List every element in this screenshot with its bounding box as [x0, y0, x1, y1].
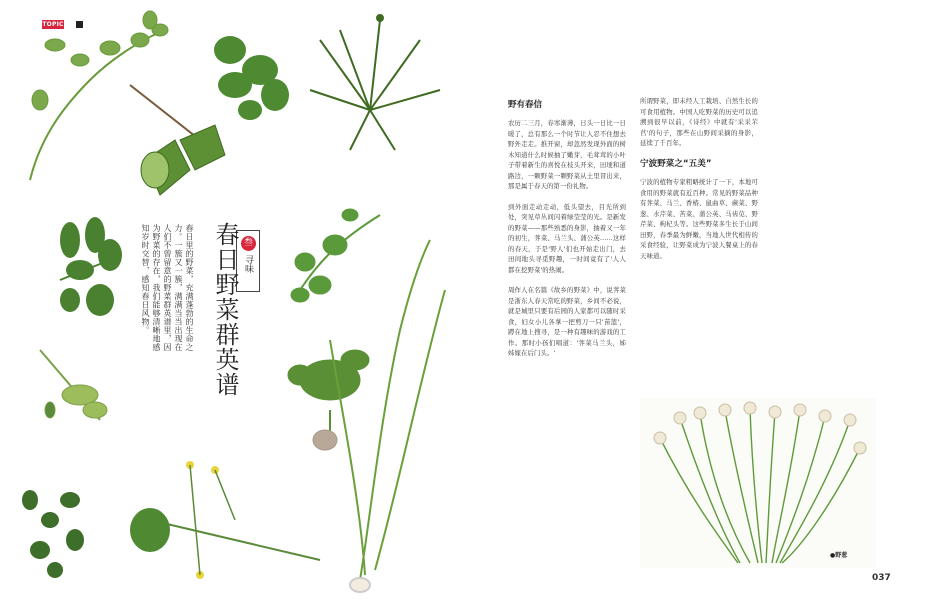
plant-illustration-9: [330, 240, 445, 592]
plant-illustration-10: [22, 490, 84, 578]
article-column-1: [508, 118, 626, 369]
plant-illustration-11: [130, 461, 320, 579]
plant-illustration-7: [40, 350, 107, 420]
paragraph: 农历二三月，春寒渐薄，日头一日比一日暖了，总有那么一个时节让人忍不住想去野外走走。推开窗，却忽然发现外面的树木知道什么时候抽了嫩芽，毛茸茸的小叶子带着新生的喜悦在枝头开来，田埂和道路边，一颗野菜一颗野菜从土里冒出来，那是属于春天的第一份礼物。: [508, 119, 626, 190]
column-seal-badge: 叁: [241, 236, 256, 251]
wild-onion-bunch-image: [640, 398, 876, 568]
main-title: 春日野菜群英谱: [211, 222, 239, 397]
topic-tag: TOPIC: [42, 21, 64, 28]
photo-caption: ●野葱: [830, 552, 848, 559]
wild-onion-photo: [640, 398, 876, 568]
paragraph: 到外面走动走动，低头望去，目光所到处，突见草丛间闪着绿莹莹的光。是新发的野菜——那些熟悉的身影，抽着又一年的初生，荠菜、马兰头、蒲公英……这样的春天，于是'野人'们也开始走出门，去田间地头寻觅野趣，一时间竟有了'人人都在挖野菜'的热闹。: [508, 202, 626, 274]
paragraph: 周作人在名篇《故乡的野菜》中，说荠菜是浙东人春天常吃的野菜，乡间不必说，就是城里只要有后园的人家都可以随时采食，妇女小儿各拿一把剪刀一只'苗篮'，蹲在地上搜寻，是一种有趣味的游戏的工作。那时小孩们唱道：'荠菜马兰头，姊姊嫁在后门头。': [508, 286, 626, 357]
paragraph: 宁波的植物专家粗略统计了一下，本地可食用的野菜就有近百种。常见的野菜品种有荠菜、马兰、香椿、鼠曲草、蕨菜、野葱、水芹菜、苦菜、蒲公英、马齿苋、野芹菜、枸杞头等。这些野菜多生长于山间田野，春季最为鲜嫩，当地人世代相传的采食经验，让野菜成为宁波人餐桌上的春天味道。: [640, 178, 758, 260]
page-number: 037: [872, 573, 891, 583]
plant-illustration-6: [291, 209, 380, 302]
article-column-2: [640, 96, 758, 271]
plant-illustration-4: [310, 15, 440, 150]
paragraph: 所谓野菜，即未经人工栽培、自然生长的可食用植物。中国人吃野菜的历史可以追溯到很早以前，《诗经》中就有'采采芣苢'的句子，那些在山野间采摘的身影，延续了千百年。: [640, 97, 758, 147]
plant-illustration-3: [214, 36, 289, 120]
plant-illustration-5: [60, 217, 122, 316]
plant-illustration-2: [130, 85, 225, 195]
plant-illustration-8: [288, 350, 369, 450]
column-name: 寻味: [243, 255, 253, 273]
intro-text: 春日里的野菜，充满蓬勃的生命之力。一簇又一簇，满满当当出现在人们不曾留意的野菜群英谱里，因为野菜的存在，我们能够清晰地感知岁时交替，感知春日风物。: [141, 224, 194, 352]
section1-heading: 野有春信: [508, 100, 543, 110]
section2-heading: 宁波野菜之“五美”: [640, 158, 712, 169]
